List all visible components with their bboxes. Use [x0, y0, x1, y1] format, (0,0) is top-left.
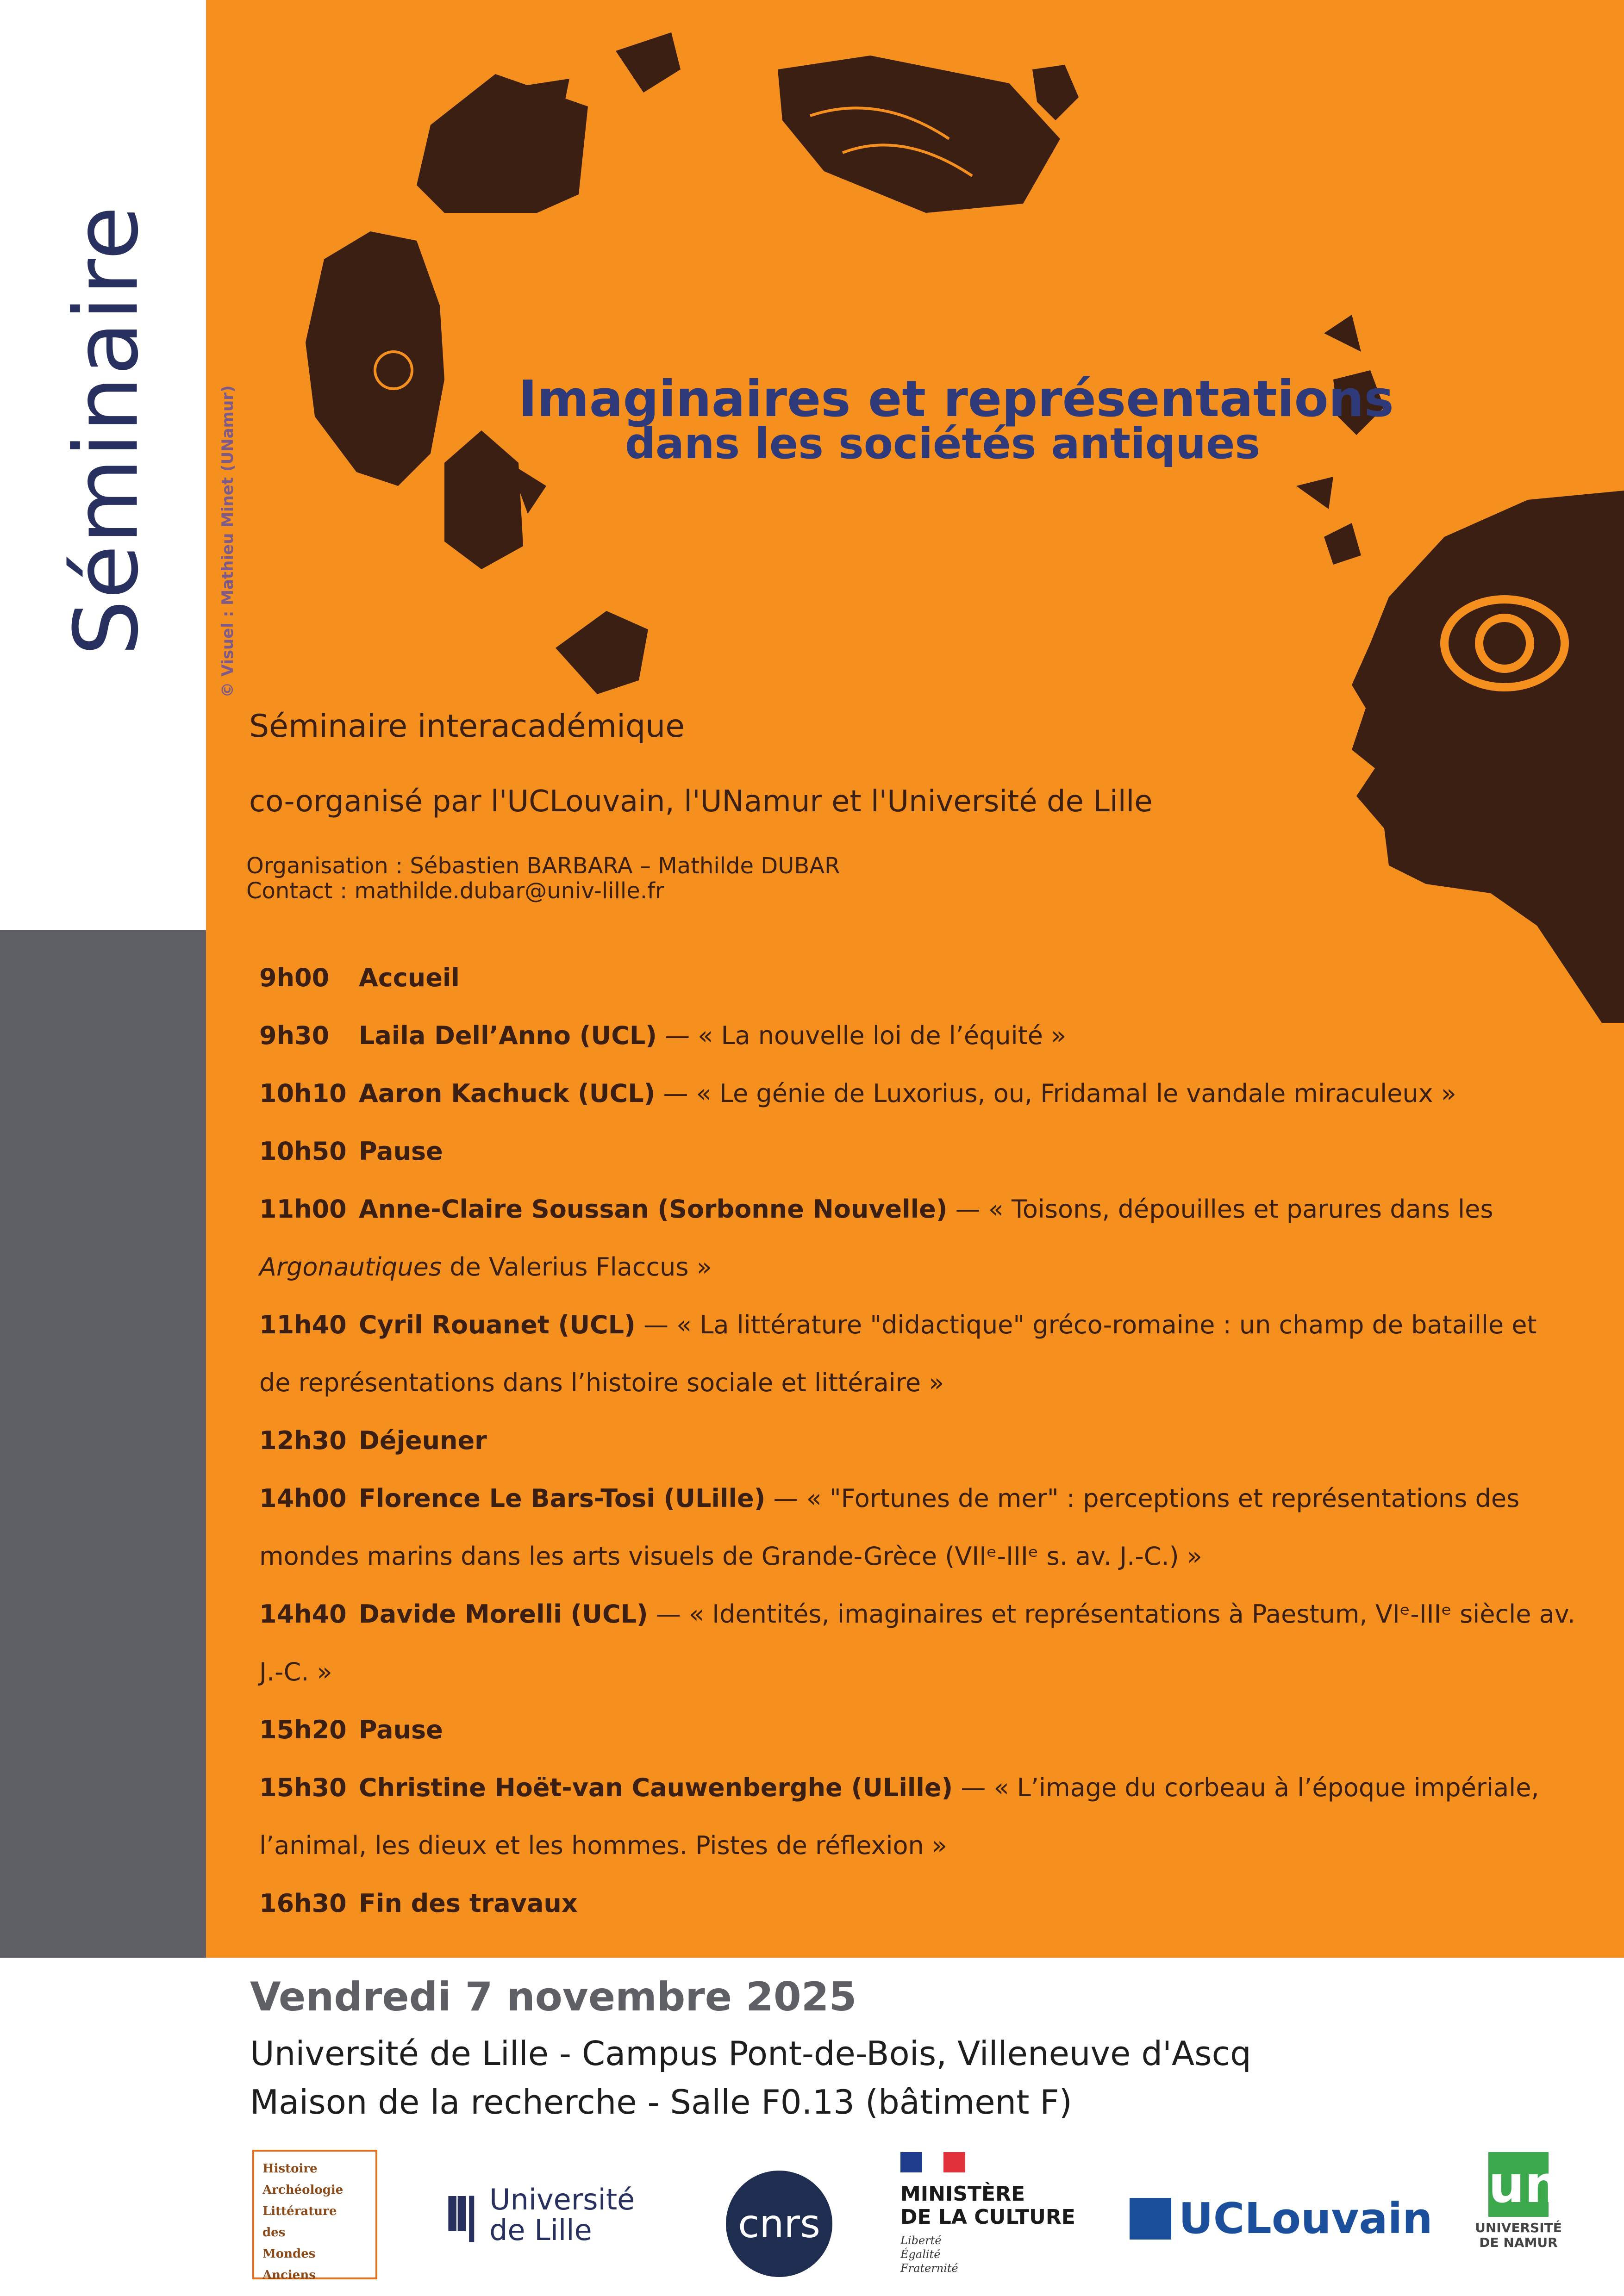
halma-logo-line: Littérature	[262, 2204, 337, 2218]
program-time: 16h30	[259, 1889, 347, 1918]
program-talk: — « L’image du corbeau à l’époque impériale,	[953, 1773, 1539, 1802]
halma-logo-line: Mondes	[262, 2247, 316, 2261]
program-talk: — « Identités, imaginaires et représentations à Paestum, VIᵉ-IIIᵉ siècle av.	[648, 1599, 1575, 1629]
motto-egalite: Égalité	[900, 2248, 941, 2261]
unamur-line2: DE NAMUR	[1479, 2235, 1558, 2250]
program-item	[259, 1296, 1593, 1412]
program-item	[259, 1701, 1593, 1759]
program-talk: — « Toisons, dépouilles et parures dans les	[947, 1195, 1493, 1224]
universite-de-namur-logo	[1470, 2152, 1567, 2250]
seminar-type: Séminaire interacadémique	[249, 708, 685, 745]
co-organizers: co-organisé par l'UCLouvain, l'UNamur et l'Université de Lille	[249, 784, 1153, 819]
uclouvain-logo	[1130, 2194, 1433, 2243]
program-speaker: Pause	[359, 1715, 443, 1744]
program-item	[259, 1759, 1593, 1874]
program-item	[259, 1412, 1593, 1469]
contact-line: Contact : mathilde.dubar@univ-lille.fr	[246, 878, 664, 904]
program-time: 14h00	[259, 1484, 347, 1513]
side-title: Séminaire	[55, 205, 158, 656]
program-item	[259, 1874, 1593, 1932]
program-speaker: Aaron Kachuck (UCL)	[359, 1079, 656, 1108]
program-item	[259, 949, 1593, 1007]
image-credit: © Visuel : Mathieu Minet (UNamur)	[219, 385, 237, 698]
event-location-line2: Maison de la recherche - Salle F0.13 (bâtiment F)	[250, 2083, 1072, 2122]
program-speaker: Christine Hoët-van Cauwenberghe (ULille)	[359, 1773, 953, 1802]
program-time: 14h40	[259, 1599, 347, 1629]
program-talk-continued: de Valerius Flaccus »	[442, 1252, 712, 1282]
unamur-line1: UNIVERSITÉ	[1475, 2220, 1562, 2235]
program-item	[259, 1007, 1593, 1064]
program-item	[259, 1180, 1593, 1296]
program-item	[259, 1064, 1593, 1122]
ministere-line2: DE LA CULTURE	[900, 2205, 1075, 2229]
program-list	[259, 949, 1593, 1932]
program-time: 15h30	[259, 1773, 347, 1802]
program-speaker: Fin des travaux	[359, 1889, 578, 1918]
program-item	[259, 1122, 1593, 1180]
program-talk-continued: mondes marins dans les arts visuels de Grande-Grèce (VIIᵉ-IIIᵉ s. av. J.-C.) »	[259, 1542, 1202, 1571]
program-time: 15h20	[259, 1715, 347, 1744]
program-time: 10h10	[259, 1079, 347, 1108]
program-item	[259, 1585, 1593, 1701]
universite-de-lille-logo	[444, 2184, 635, 2246]
ministere-culture-logo	[900, 2152, 1076, 2275]
uclouvain-square-icon	[1130, 2198, 1171, 2240]
ulille-mark-icon: ll|	[444, 2188, 474, 2242]
program-speaker: Déjeuner	[359, 1426, 487, 1455]
program-time: 11h00	[259, 1195, 347, 1224]
motto-fraternite: Fraternité	[900, 2262, 958, 2275]
program-talk: — « Le génie de Luxorius, ou, Fridamal le vandale miraculeux »	[655, 1079, 1456, 1108]
program-time: 10h50	[259, 1137, 347, 1166]
program-time: 9h30	[259, 1021, 330, 1050]
program-time: 12h30	[259, 1426, 347, 1455]
french-flag-icon	[900, 2152, 965, 2172]
main-subtitle: dans les sociétés antiques	[625, 419, 1261, 468]
program-speaker: Davide Morelli (UCL)	[359, 1599, 648, 1629]
program-talk: — « La littérature "didactique" gréco-romaine : un champ de bataille et	[635, 1310, 1537, 1339]
halma-logo-line: Histoire	[262, 2162, 318, 2176]
program-speaker: Laila Dell’Anno (UCL)	[359, 1021, 657, 1050]
program-speaker: Pause	[359, 1137, 443, 1166]
program-talk: — « "Fortunes de mer" : perceptions et représentations des	[765, 1484, 1520, 1513]
program-talk-continued: J.-C. »	[259, 1657, 332, 1686]
program-speaker: Anne-Claire Soussan (Sorbonne Nouvelle)	[359, 1195, 948, 1224]
halma-logo-line: des	[262, 2226, 286, 2240]
uclouvain-logo-text: UCLouvain	[1179, 2194, 1433, 2243]
program-item	[259, 1469, 1593, 1585]
cnrs-logo: cnrs	[726, 2171, 832, 2277]
ministere-line1: MINISTÈRE	[900, 2182, 1025, 2206]
event-date: Vendredi 7 novembre 2025	[250, 1974, 857, 2020]
program-speaker: Florence Le Bars-Tosi (ULille)	[359, 1484, 766, 1513]
program-talk-continued: de représentations dans l’histoire sociale et littéraire »	[259, 1368, 944, 1397]
program-talk-italic: Argonautiques	[259, 1252, 442, 1282]
halma-logo	[252, 2150, 377, 2282]
organisation-line: Organisation : Sébastien BARBARA – Mathilde DUBAR	[246, 853, 840, 879]
program-speaker: Accueil	[359, 963, 460, 992]
halma-logo-line: Anciens	[262, 2268, 316, 2282]
ulille-logo-line1: Université	[489, 2183, 635, 2216]
program-time: 11h40	[259, 1310, 347, 1339]
program-speaker: Cyril Rouanet (UCL)	[359, 1310, 636, 1339]
program-time: 9h00	[259, 963, 330, 992]
motto-liberte: Liberté	[900, 2234, 942, 2247]
main-title: Imaginaires et représentations	[518, 370, 1394, 428]
program-talk: — « La nouvelle loi de l’équité »	[656, 1021, 1067, 1050]
ulille-logo-line2: de Lille	[489, 2213, 592, 2247]
program-talk-continued: l’animal, les dieux et les hommes. Pistes de réflexion »	[259, 1831, 947, 1860]
unamur-mark-icon: un	[1488, 2152, 1549, 2217]
halma-logo-line: Archéologie	[262, 2183, 344, 2197]
event-location-line1: Université de Lille - Campus Pont-de-Bois, Villeneuve d'Ascq	[250, 2034, 1251, 2073]
